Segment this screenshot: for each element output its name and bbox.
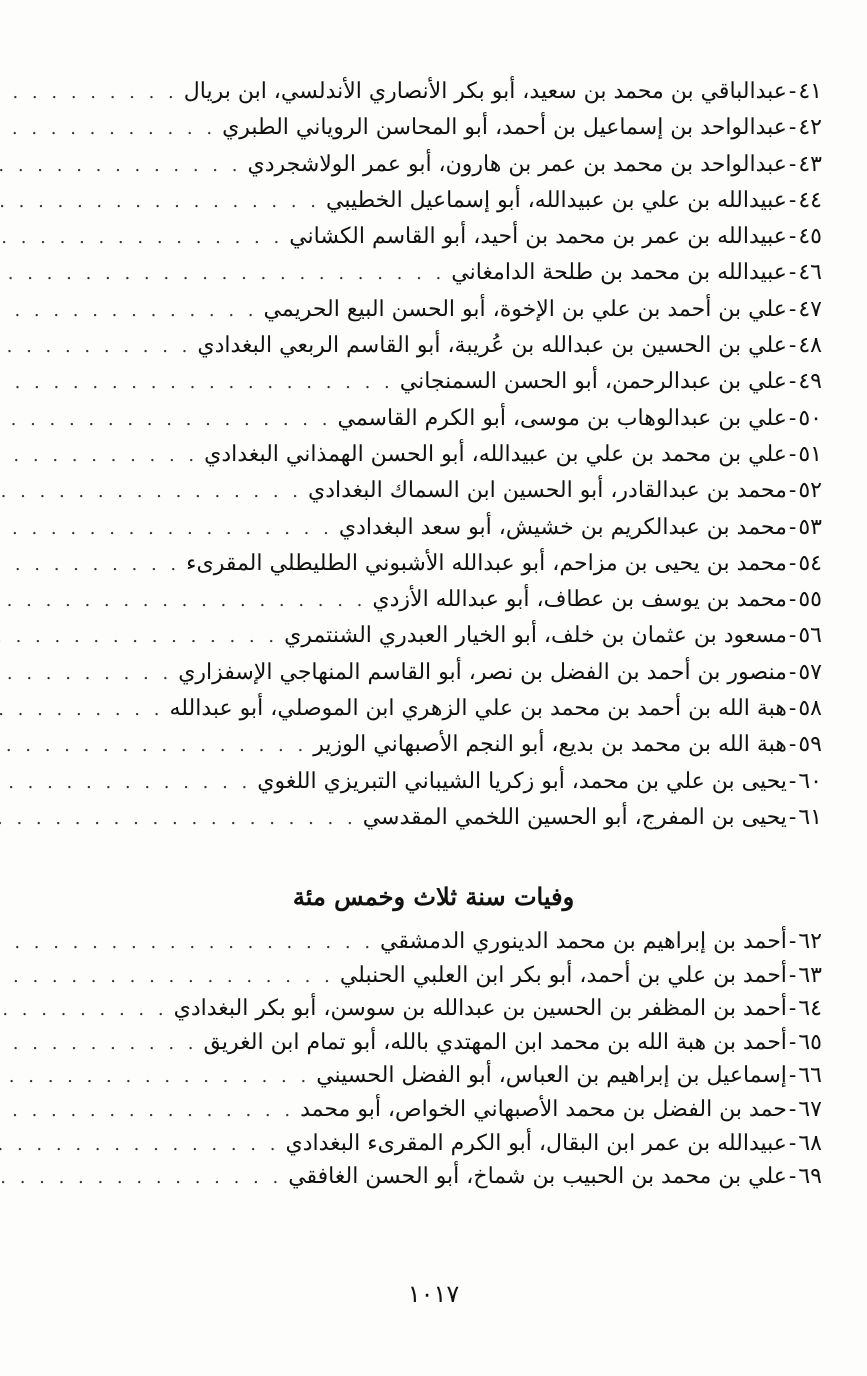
- index-entry: ٦١ - يحيى بن المفرج، أبو الحسين اللخمي المقدسي . . .: [78, 800, 822, 836]
- index-entry: ٥٥ - محمد بن يوسف بن عطاف، أبو عبدالله الأزدي . . .: [78, 582, 822, 618]
- section-heading: وفيات سنة ثلاث وخمس مئة: [292, 882, 575, 911]
- index-entry: ٥٣ - محمد بن عبدالكريم بن خشيش، أبو سعد البغدادي . . .: [78, 510, 822, 546]
- index-entry: ٤٣ - عبدالواحد بن محمد بن عمر بن هارون، أبو عمر الولاشجردي . . .: [78, 147, 822, 183]
- entry-number: ٦٢: [798, 929, 822, 954]
- index-entry: ٤٨ - علي بن الحسين بن عبدالله بن عُريبة، أبو القاسم الربعي البغدادي . . .: [78, 328, 822, 364]
- entry-number: ٤٢: [798, 115, 822, 141]
- entry-text: حمد بن الفضل بن محمد الأصبهاني الخواص، أبو محمد: [300, 1096, 787, 1122]
- entry-number: ٤٩: [798, 369, 822, 395]
- index-entry: ٦٥ - أحمد بن هبة الله بن محمد ابن المهتدي بالله، أبو تمام ابن الغريق . . .: [78, 1026, 822, 1060]
- entry-number: ٤٤: [798, 187, 822, 213]
- entry-text: عبدالواحد بن محمد بن عمر بن هارون، أبو عمر الولاشجردي: [247, 151, 787, 177]
- entry-text: منصور بن أحمد بن الفضل بن نصر، أبو القاسم المنهاجي الإسفزاري: [178, 659, 787, 685]
- page-number: ١٠١٧: [407, 1280, 460, 1308]
- entry-text: أحمد بن إبراهيم بن محمد الدينوري الدمشقي: [380, 929, 787, 954]
- index-entry: ٦٢ - أحمد بن إبراهيم بن محمد الدينوري الدمشقي . . .: [78, 925, 822, 959]
- entry-text: يحيى بن علي بن محمد، أبو زكريا الشيباني التبريزي اللغوي: [257, 768, 787, 794]
- index-entry: ٥٦ - مسعود بن عثمان بن خلف، أبو الخيار العبدري الشنتمري . . .: [78, 618, 822, 654]
- leader-dots: [0, 365, 400, 401]
- leader-dots: [0, 148, 247, 184]
- leader-dots: [0, 402, 337, 438]
- entry-number: ٦٤: [798, 996, 822, 1022]
- index-entry: ٥٧ - منصور بن أحمد بن الفضل بن نصر، أبو القاسم المنهاجي الإسفزاري . . .: [78, 655, 822, 691]
- entry-number: ٥٥: [798, 587, 822, 613]
- index-entry: ٦٦ - إسماعيل بن إبراهيم بن العباس، أبو الفضل الحسيني . . .: [78, 1059, 822, 1093]
- index-entry: ٥٤ - محمد بن يحيى بن مزاحم، أبو عبدالله الأشبوني الطليطلي المقرىء . . .: [78, 546, 822, 582]
- leader-dots: [0, 293, 264, 329]
- index-list-before: [78, 74, 822, 836]
- leader-dots: [0, 256, 451, 292]
- index-entry: ٦٣ - أحمد بن علي بن أحمد، أبو بكر ابن العلبي الحنبلي . . .: [78, 959, 822, 993]
- entry-text: علي بن أحمد بن علي بن الإخوة، أبو الحسن البيع الحريمي: [263, 296, 787, 322]
- index-entry: ٦٧ - حمد بن الفضل بن محمد الأصبهاني الخواص، أبو محمد . . .: [78, 1093, 822, 1127]
- leader-dots: [0, 1027, 204, 1060]
- entry-text: محمد بن عبدالقادر، أبو الحسين ابن السماك البغدادي: [308, 478, 787, 504]
- entry-text: عبيدالله بن عمر ابن البقال، أبو الكرم المقرىء البغدادي: [285, 1130, 787, 1156]
- leader-dots: [0, 960, 340, 993]
- entry-number: ٥١: [798, 441, 822, 467]
- entry-text: أحمد بن هبة الله بن محمد ابن المهتدي بالله، أبو تمام ابن الغريق: [203, 1029, 787, 1055]
- entry-number: ٦١: [798, 804, 822, 830]
- entry-text: محمد بن يوسف بن عطاف، أبو عبدالله الأزدي: [372, 587, 787, 613]
- entry-text: علي بن عبدالرحمن، أبو الحسن السمنجاني: [399, 369, 787, 395]
- index-entry: ٤٩ - علي بن عبدالرحمن، أبو الحسن السمنجاني . . .: [78, 364, 822, 400]
- index-entry: ٥٩ - هبة الله بن محمد بن بديع، أبو النجم الأصبهاني الوزير . . .: [78, 727, 822, 763]
- entry-text: عبيدالله بن محمد بن طلحة الدامغاني: [451, 260, 787, 286]
- leader-dots: [0, 75, 184, 111]
- leader-dots: [0, 583, 372, 619]
- entry-number: ٥٤: [798, 550, 822, 576]
- leader-dots: [0, 619, 284, 655]
- entry-text: محمد بن عبدالكريم بن خشيش، أبو سعد البغدادي: [338, 514, 787, 540]
- index-entry: ٤٦ - عبيدالله بن محمد بن طلحة الدامغاني . . .: [78, 255, 822, 291]
- index-entry: ٥٨ - هبة الله بن أحمد بن محمد بن علي الزهري ابن الموصلي، أبو عبدالله . . .: [78, 691, 822, 727]
- leader-dots: [0, 801, 363, 837]
- leader-dots: [0, 184, 326, 220]
- index-entry: ٦٩ - علي بن محمد بن الحبيب بن شماخ، أبو الحسن الغافقي . . .: [78, 1160, 822, 1194]
- leader-dots: [0, 926, 380, 959]
- entry-text: عبيدالله بن علي بن عبيدالله، أبو إسماعيل الخطيبي: [326, 187, 787, 213]
- entry-text: عبدالباقي بن محمد بن سعيد، أبو بكر الأنصاري الأندلسي، ابن بريال: [183, 79, 787, 104]
- leader-dots: [0, 511, 339, 547]
- leader-dots: [0, 656, 178, 692]
- index-entry: ٥١ - علي بن محمد بن علي بن عبيدالله، أبو الحسن الهمذاني البغدادي . . .: [78, 437, 822, 473]
- index-entry: ٤١ - عبدالباقي بن محمد بن سعيد، أبو بكر الأنصاري الأندلسي، ابن بريال . . .: [78, 74, 822, 110]
- entry-text: أحمد بن علي بن أحمد، أبو بكر ابن العلبي الحنبلي: [339, 962, 787, 988]
- entry-text: يحيى بن المفرج، أبو الحسين اللخمي المقدسي: [362, 804, 787, 830]
- entry-text: إسماعيل بن إبراهيم بن العباس، أبو الفضل الحسيني: [316, 1063, 787, 1089]
- entry-number: ٥٧: [798, 659, 822, 685]
- entry-text: أحمد بن المظفر بن الحسين بن عبدالله بن سوسن، أبو بكر البغدادي: [173, 996, 787, 1022]
- index-entry: ٦٠ - يحيى بن علي بن محمد، أبو زكريا الشيباني التبريزي اللغوي . . .: [78, 764, 822, 800]
- leader-dots: [0, 220, 289, 256]
- leader-dots: [0, 993, 174, 1026]
- index-entry: ٤٥ - عبيدالله بن عمر بن محمد بن أحيد، أبو القاسم الكشاني . . .: [78, 219, 822, 255]
- index-entry: ٥٢ - محمد بن عبدالقادر، أبو الحسين ابن السماك البغدادي . . .: [78, 473, 822, 509]
- index-entry: ٦٤ - أحمد بن المظفر بن الحسين بن عبدالله بن سوسن، أبو بكر البغدادي . . .: [78, 992, 822, 1026]
- index-entry: ٦٨ - عبيدالله بن عمر ابن البقال، أبو الكرم المقرىء البغدادي . . .: [78, 1127, 822, 1161]
- entry-number: ٦٨: [798, 1130, 822, 1156]
- index-list-after: [78, 925, 822, 1194]
- entry-number: ٦٥: [798, 1029, 822, 1055]
- entry-number: ٦٦: [798, 1063, 822, 1089]
- entry-text: علي بن الحسين بن عبدالله بن عُريبة، أبو القاسم الربعي البغدادي: [197, 333, 787, 359]
- entry-number: ٥٣: [798, 514, 822, 540]
- leader-dots: [0, 728, 313, 764]
- leader-dots: [0, 765, 257, 801]
- entry-text: علي بن محمد بن علي بن عبيدالله، أبو الحسن الهمذاني البغدادي: [204, 441, 787, 467]
- entry-number: ٤١: [798, 79, 822, 104]
- entry-text: مسعود بن عثمان بن خلف، أبو الخيار العبدري الشنتمري: [284, 623, 787, 649]
- entry-text: هبة الله بن أحمد بن محمد بن علي الزهري ابن الموصلي، أبو عبدالله: [169, 696, 787, 722]
- entry-number: ٦٩: [798, 1164, 822, 1190]
- entry-number: ٦٠: [798, 768, 822, 794]
- leader-dots: [0, 329, 197, 365]
- leader-dots: [0, 1161, 288, 1194]
- entry-number: ٥٨: [798, 696, 822, 722]
- entry-number: ٤٧: [798, 296, 822, 322]
- entry-text: هبة الله بن محمد بن بديع، أبو النجم الأصبهاني الوزير: [313, 732, 787, 758]
- index-entry: ٤٤ - عبيدالله بن علي بن عبيدالله، أبو إسماعيل الخطيبي . . .: [78, 183, 822, 219]
- leader-dots: [0, 1094, 300, 1127]
- entry-number: ٦٣: [798, 962, 822, 988]
- index-entry: ٤٧ - علي بن أحمد بن علي بن الإخوة، أبو الحسن البيع الحريمي . . .: [78, 292, 822, 328]
- entry-text: محمد بن يحيى بن مزاحم، أبو عبدالله الأشبوني الطليطلي المقرىء: [186, 550, 787, 576]
- leader-dots: [0, 692, 169, 728]
- leader-dots: [0, 111, 222, 147]
- entry-number: ٤٣: [798, 151, 822, 177]
- leader-dots: [0, 1128, 285, 1161]
- entry-text: علي بن محمد بن الحبيب بن شماخ، أبو الحسن الغافقي: [288, 1164, 787, 1190]
- entry-number: ٥٠: [798, 405, 822, 431]
- leader-dots: [0, 547, 186, 583]
- entry-number: ٥٩: [798, 732, 822, 758]
- entry-text: علي بن عبدالوهاب بن موسى، أبو الكرم القاسمي: [337, 405, 787, 431]
- entry-text: عبيدالله بن عمر بن محمد بن أحيد، أبو القاسم الكشاني: [289, 224, 787, 250]
- entry-number: ٤٥: [798, 224, 822, 250]
- entry-number: ٥٢: [798, 478, 822, 504]
- leader-dots: [0, 1060, 316, 1093]
- entry-number: ٤٨: [798, 333, 822, 359]
- entry-number: ٥٦: [798, 623, 822, 649]
- index-entry: ٥٠ - علي بن عبدالوهاب بن موسى، أبو الكرم القاسمي . . .: [78, 401, 822, 437]
- entry-number: ٤٦: [798, 260, 822, 286]
- entry-text: عبدالواحد بن إسماعيل بن أحمد، أبو المحاسن الروياني الطبري: [222, 115, 787, 141]
- entry-number: ٦٧: [798, 1096, 822, 1122]
- leader-dots: [0, 474, 308, 510]
- index-entry: ٤٢ - عبدالواحد بن إسماعيل بن أحمد، أبو المحاسن الروياني الطبري . . .: [78, 110, 822, 146]
- leader-dots: [0, 438, 204, 474]
